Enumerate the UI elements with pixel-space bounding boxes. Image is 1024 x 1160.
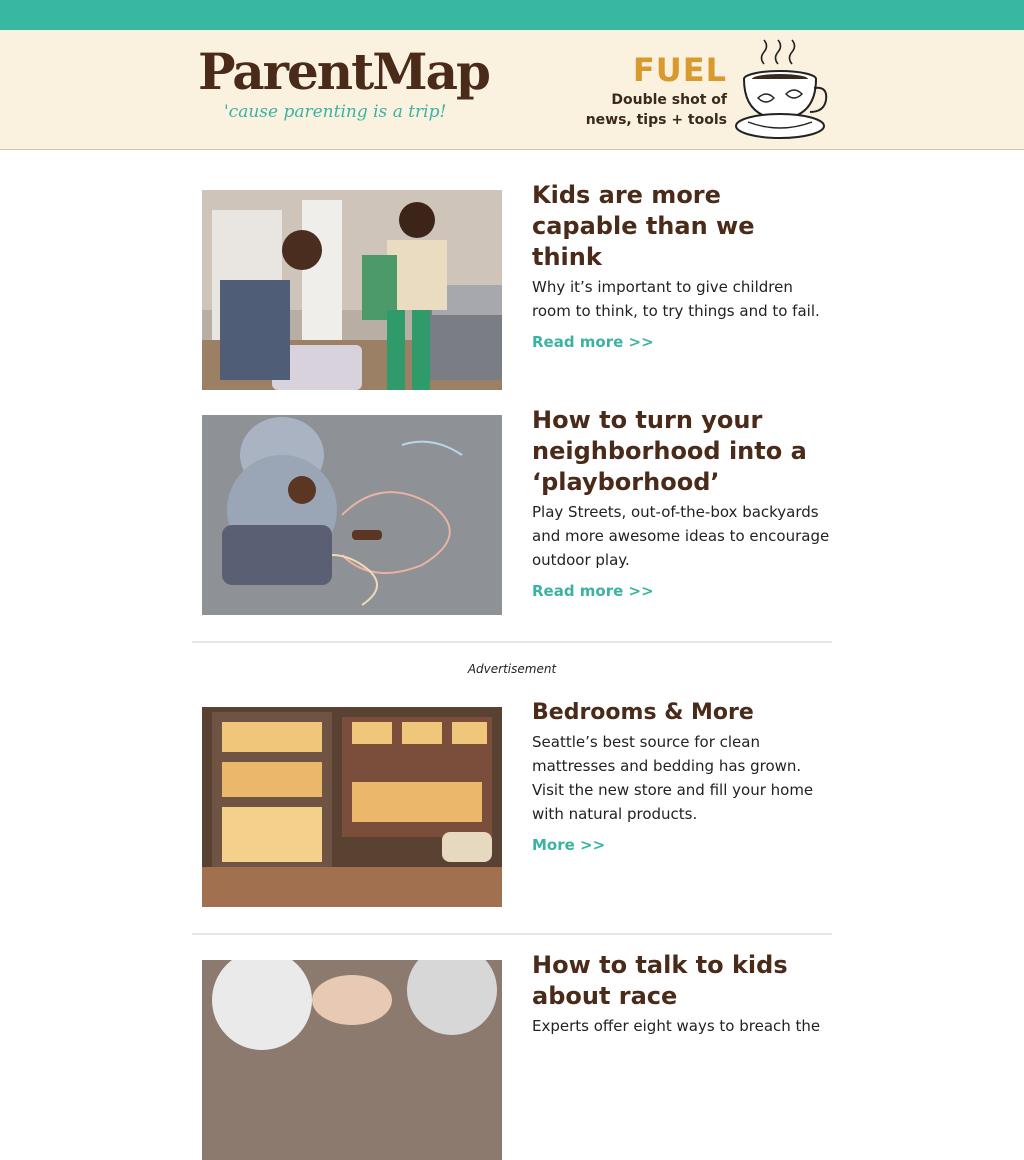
article-4-title[interactable]: How to talk to kids about race — [532, 951, 788, 1010]
article-4-image[interactable] — [202, 960, 502, 1160]
article-1-title[interactable]: Kids are more capable than we think — [532, 181, 755, 271]
article-2-text — [532, 405, 832, 600]
parentmap-logo[interactable]: ParentMap — [198, 42, 489, 101]
section-divider — [192, 641, 832, 643]
top-accent-bar — [0, 0, 1024, 30]
newsletter-header — [0, 30, 1024, 150]
article-2-description: Play Streets, out-of-the-box backyards and more awesome ideas to encourage outdoor play. — [532, 503, 830, 569]
ad-image[interactable] — [202, 707, 502, 907]
fuel-subtitle-line-2: news, tips + tools — [585, 112, 727, 128]
article-2-image[interactable] — [202, 415, 502, 615]
ad-more-link[interactable]: More >> — [532, 836, 606, 854]
section-divider — [192, 933, 832, 935]
article-4-description: Experts offer eight ways to breach the — [532, 1017, 821, 1035]
coffee-cup-icon — [734, 34, 830, 146]
advertisement-label: Advertisement — [467, 662, 557, 676]
fuel-subtitle — [547, 90, 727, 130]
article-4-text — [532, 950, 832, 1038]
ad-description: Seattle’s best source for clean mattresses and bedding has grown. Visit the new store and fill your home with natural products. — [532, 733, 814, 823]
article-2-title[interactable]: How to turn your neighborhood into a ‘playborhood’ — [532, 406, 807, 496]
fuel-subtitle-line-1: Double shot of — [611, 92, 727, 108]
ad-text — [532, 697, 832, 854]
article-1-text — [532, 180, 832, 351]
fuel-title: FUEL — [632, 51, 727, 89]
article-1-read-more-link[interactable]: Read more >> — [532, 333, 654, 351]
article-2-read-more-link[interactable]: Read more >> — [532, 582, 654, 600]
logo-tagline: 'cause parenting is a trip! — [224, 102, 447, 122]
ad-title[interactable]: Bedrooms & More — [532, 700, 754, 725]
article-1-description: Why it’s important to give children room to think, to try things and to fail. — [532, 278, 820, 320]
article-1-image[interactable] — [202, 190, 502, 390]
